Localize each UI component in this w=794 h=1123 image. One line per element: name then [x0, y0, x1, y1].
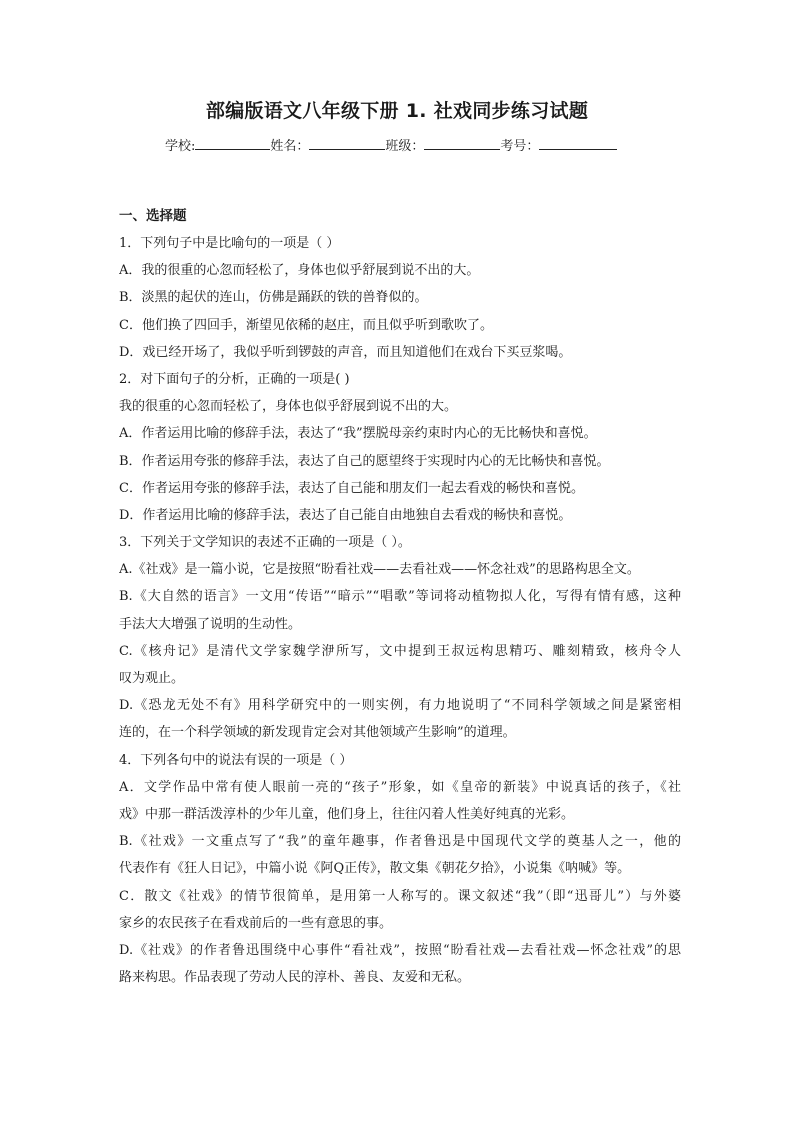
- class-label: 班级：: [385, 139, 425, 154]
- question-1-option-c: C．他们换了四回手，渐望见依稀的赵庄，而且似乎听到歌吹了。: [119, 317, 493, 333]
- document-title: 部编版语文八年级下册 1. 社戏同步练习试题: [205, 100, 589, 122]
- question-3-option-c-line2: 叹为观止。: [119, 671, 185, 686]
- question-4-option-a-line2: 戏》中那一群活泼淳朴的少年儿童，他们身上，往往闪着人性美好纯真的光彩。: [119, 806, 575, 822]
- class-blank[interactable]: [424, 137, 500, 150]
- school-label: 学校:: [165, 139, 196, 154]
- question-1-option-d: D．戏已经开场了，我似乎听到锣鼓的声音，而且知道他们在戏台下买豆浆喝。: [119, 344, 572, 360]
- question-4-option-b-line2: 代表作有《狂人日记》，中篇小说《阿Q正传》，散文集《朝花夕拾》，小说集《呐喊》等。: [119, 861, 631, 877]
- question-2-option-a: A．作者运用比喻的修辞手法，表达了“我”摆脱母亲约束时内心的无比畅快和喜悦。: [119, 426, 597, 442]
- question-1-option-b: B．淡黑的起伏的连山，仿佛是踊跃的铁的兽脊似的。: [119, 290, 428, 306]
- question-1-stem: 1．下列句子中是比喻句的一项是（ ）: [119, 236, 340, 251]
- section-heading: 一、选择题: [119, 208, 187, 224]
- question-4-option-d-line1: D.《社戏》的作者鲁迅围绕中心事件“看社戏”，按照“盼看社戏—去看社戏—怀念社戏”的思: [119, 942, 681, 958]
- question-1-option-a: A．我的很重的心忽而轻松了，身体也似乎舒展到说不出的大。: [119, 263, 480, 279]
- question-3-option-a: A.《社戏》是一篇小说，它是按照“盼看社戏——去看社戏——怀念社戏”的思路构思全文。: [119, 562, 640, 578]
- question-4-option-d-line2: 路来构思。作品表现了劳动人民的淳朴、善良、友爱和无私。: [119, 970, 471, 986]
- question-4-option-b-line1: B.《社戏》一文重点写了“我”的童年趣事，作者鲁迅是中国现代文学的奠基人之一，他的: [119, 834, 681, 850]
- question-2-stem: 2．对下面句子的分析，正确的一项是( ): [119, 371, 350, 387]
- name-label: 姓名：: [270, 139, 310, 154]
- question-3-option-d-line1: D.《恐龙无处不有》用科学研究中的一则实例，有力地说明了“不同科学领域之间是紧密相: [119, 698, 681, 714]
- question-4-option-c-line1: C．散文《社戏》的情节很简单，是用第一人称写的。课文叙述“我”（即“迅哥儿”）与外婆: [119, 888, 681, 904]
- question-3-option-b-line1: B.《大自然的语言》一文用“传语”“暗示”“唱歌”等词将动植物拟人化，写得有情有感，这种: [119, 589, 681, 605]
- question-4-option-a-line1: A．文学作品中常有使人眼前一亮的“孩子”形象，如《皇帝的新装》中说真话的孩子，《社: [119, 779, 681, 795]
- question-3-option-b-line2: 手法大大增强了说明的生动性。: [119, 616, 302, 632]
- question-3-option-c-line1: C.《核舟记》是清代文学家魏学洢所写，文中提到王叔远构思精巧、雕刻精致，核舟令人: [119, 643, 681, 659]
- question-3-stem: 3．下列关于文学知识的表述不正确的一项是（ ）。: [119, 535, 411, 551]
- question-2-option-d: D．作者运用比喻的修辞手法，表达了自己能自由地独自去看戏的畅快和喜悦。: [119, 507, 572, 523]
- name-blank[interactable]: [309, 137, 385, 150]
- school-blank[interactable]: [195, 137, 270, 150]
- question-body: [119, 230, 681, 991]
- question-2-option-c: C．作者运用夸张的修辞手法，表达了自己能和朋友们一起去看戏的畅快和喜悦。: [119, 480, 584, 496]
- question-3-option-d-line2: 连的，在一个科学领域的新发现肯定会对其他领域产生影响”的道理。: [119, 725, 516, 741]
- question-4-stem: 4．下列各句中的说法有误的一项是（ ）: [119, 752, 353, 768]
- question-2-option-b: B．作者运用夸张的修辞手法，表达了自己的愿望终于实现时内心的无比畅快和喜悦。: [119, 453, 610, 469]
- question-2-quote: 我的很重的心忽而轻松了，身体也似乎舒展到说不出的大。: [119, 399, 458, 415]
- question-4-option-c-line2: 家乡的农民孩子在看戏前后的一些有意思的事。: [119, 915, 393, 931]
- exam-number-label: 考号：: [500, 139, 540, 154]
- exam-number-blank[interactable]: [539, 137, 617, 150]
- student-info-row: [165, 135, 617, 154]
